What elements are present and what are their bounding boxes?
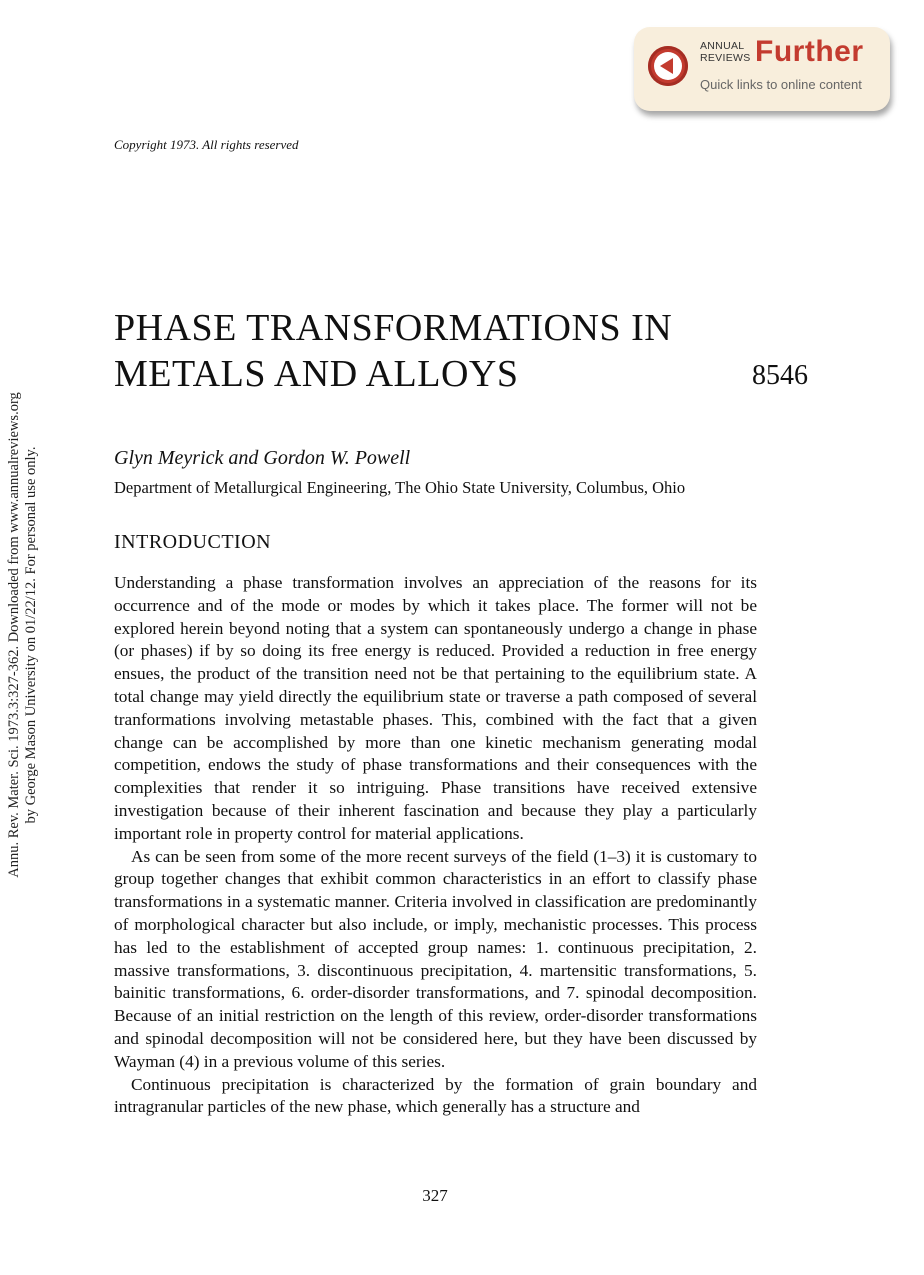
- copyright-notice: Copyright 1973. All rights reserved: [114, 137, 299, 152]
- badge-further-label: Further: [755, 35, 864, 68]
- body-text: [114, 572, 757, 1119]
- badge-subtitle: Quick links to online content: [700, 77, 862, 92]
- paragraph-2: As can be seen from some of the more recent surveys of the field (1–3) it is customary to group together changes that exhibit common characteristics in an effort to classify phase transformations in a systematic manner. Criteria involved in classification are predominantly of morphological character but also include, or imply, mechanistic processes. This process has led to the establishment of accepted group names: 1. continuous precipitation, 2. massive transformations, 3. discontinuous precipitation, 4. martensitic transformations, 5. bainitic transformations, 6. order-disorder transformations, and 7. spinodal decomposition. Because of an initial restriction on the length of this review, order-disorder transformations and spinodal decomposition will not be considered here, but they have been discussed by Wayman (4) in a previous volume of this series.: [114, 846, 757, 1071]
- article-title-line-1: PHASE TRANSFORMATIONS IN: [114, 307, 673, 349]
- further-reviews-badge[interactable]: [634, 27, 890, 111]
- back-arrow-icon: [648, 46, 688, 86]
- authors: Glyn Meyrick and Gordon W. Powell: [114, 447, 411, 469]
- badge-annual-label: ANNUAL: [700, 40, 745, 52]
- paragraph-1: Understanding a phase transformation involves an appreciation of the reasons for its occurrence and of the mode or modes by which it takes place. The former will not be explored herein beyond noting that a system can spontaneously undergo a change in phase (or phases) if by so doing its free energy is reduced. Provided a reduction in free energy ensues, the product of the transition need not be that pertaining to the equilibrium state. A total change may yield directly the equilibrium state or traverse a path composed of several tranformations involving metastable phases. This, combined with the fact that a given change can be accomplished by more than one kinetic mechanism generating modal competition, endows the study of phase transformations and their consequences with the complexities that render it so intriguing. Phase transitions have received extensive investigation because of their inherent fascination and because they play a particularly important role in property control for material applications.: [114, 573, 757, 843]
- affiliation: Department of Metallurgical Engineering, The Ohio State University, Columbus, Ohio: [114, 478, 686, 497]
- paragraph-3: Continuous precipitation is characterized by the formation of grain boundary and intragranular particles of the new phase, which generally has a structure and: [114, 1074, 757, 1117]
- download-notice-line-2: by George Mason University on 01/22/12. For personal use only.: [23, 446, 39, 824]
- article-title: [114, 305, 672, 397]
- article-title-line-2: METALS AND ALLOYS: [114, 353, 519, 395]
- section-heading: INTRODUCTION: [114, 531, 272, 553]
- page-number: 327: [422, 1186, 448, 1205]
- article-code: 8546: [752, 360, 808, 391]
- download-notice: [0, 355, 46, 915]
- download-notice-line-1: Annu. Rev. Mater. Sci. 1973.3:327-362. Downloaded from www.annualreviews.org: [6, 392, 22, 878]
- badge-reviews-label: REVIEWS: [700, 52, 751, 64]
- badge-publisher: [700, 40, 751, 64]
- download-notice-text: [6, 392, 40, 878]
